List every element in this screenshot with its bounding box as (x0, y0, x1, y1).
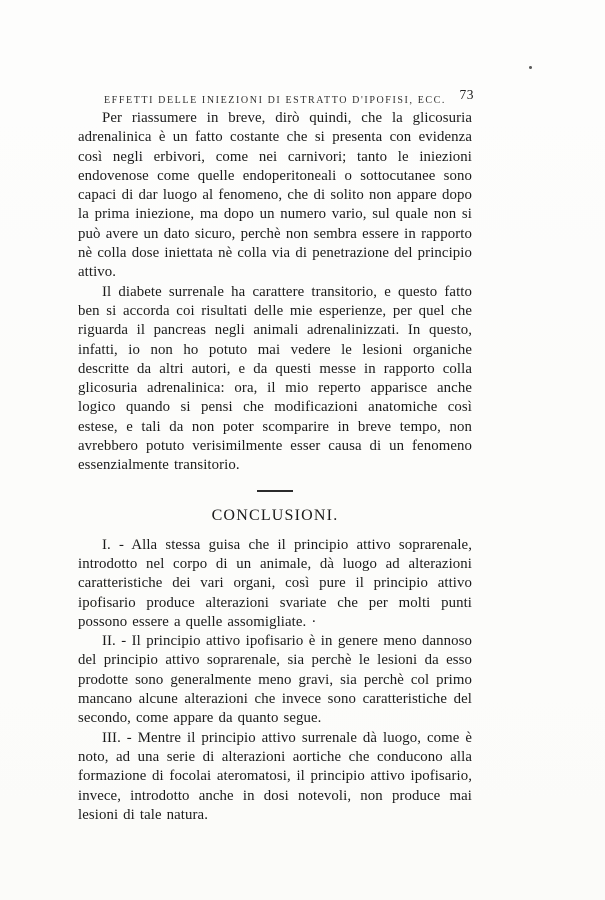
conclusion-paragraph: III. - Mentre il principio attivo surrenale dà luogo, come è noto, ad una serie di alterazioni aortiche che conducono alla formazione di focolai ateromatosi, il principio attivo ipofisario, invece, introdotto anche in dosi notevoli, non produce mai lesioni di tale natura. (78, 729, 472, 823)
page-number: 73 (459, 87, 474, 102)
conclusion-paragraph: II. - Il principio attivo ipofisario è in genere meno dannoso del principio attivo soprarenale, sia perchè le lesioni da esso prodotte sono generalmente meno gravi, sia perchè col primo mancano alcune alterazioni che invece sono caratteristiche del secondo, come appare da quanto segue. (78, 633, 472, 727)
page-header (78, 87, 474, 108)
conclusion-paragraph: I. - Alla stessa guisa che il principio attivo soprarenale, introdotto nel corpo di un animale, dà luogo ad alterazioni caratteristiche dei vari organi, così pure il principio attivo ipofisario produce alterazioni svariate che per molti punti possono essere a quelle assomigliate. · (78, 536, 472, 630)
page-body (78, 109, 472, 825)
section-heading: CONCLUSIONI. (211, 506, 339, 524)
running-title: EFFETTI DELLE INIEZIONI DI ESTRATTO D'IPOFISI, ECC. (103, 95, 447, 106)
body-paragraph: Il diabete surrenale ha carattere transitorio, e questo fatto ben si accorda coi risultati delle mie esperienze, per quel che riguarda il pancreas negli animali adrenalinizzati. In questo, infatti, io non ho potuto mai vedere le lesioni organiche descritte da altri autori, e da questi messe in rapporto colla glicosuria adrenalinica: ora, il mio reperto apparisce anche logico quando si pensi che modificazioni anatomiche così estese, e tali da non poter scomparire in breve tempo, non avrebbero potuto verisimilmente esser causa di un fenomeno essenzialmente transitorio. (78, 283, 472, 474)
scan-speck (529, 66, 532, 69)
body-paragraph: Per riassumere in breve, dirò quindi, che la glicosuria adrenalinica è un fatto costante che si presenta con evidenza così negli erbivori, come nei carnivori; tanto le iniezioni endovenose come quelle endoperitoneali o sottocutanee sono capaci di dar luogo al fenomeno, che di solito non appare dopo la prima iniezione, ma dopo un numero vario, sul quale non si può avere un dato sicuro, perchè non sembra essere in rapporto nè colla dose iniettata nè colla via di penetrazione del principio attivo. (78, 110, 472, 281)
section-divider (257, 490, 293, 492)
